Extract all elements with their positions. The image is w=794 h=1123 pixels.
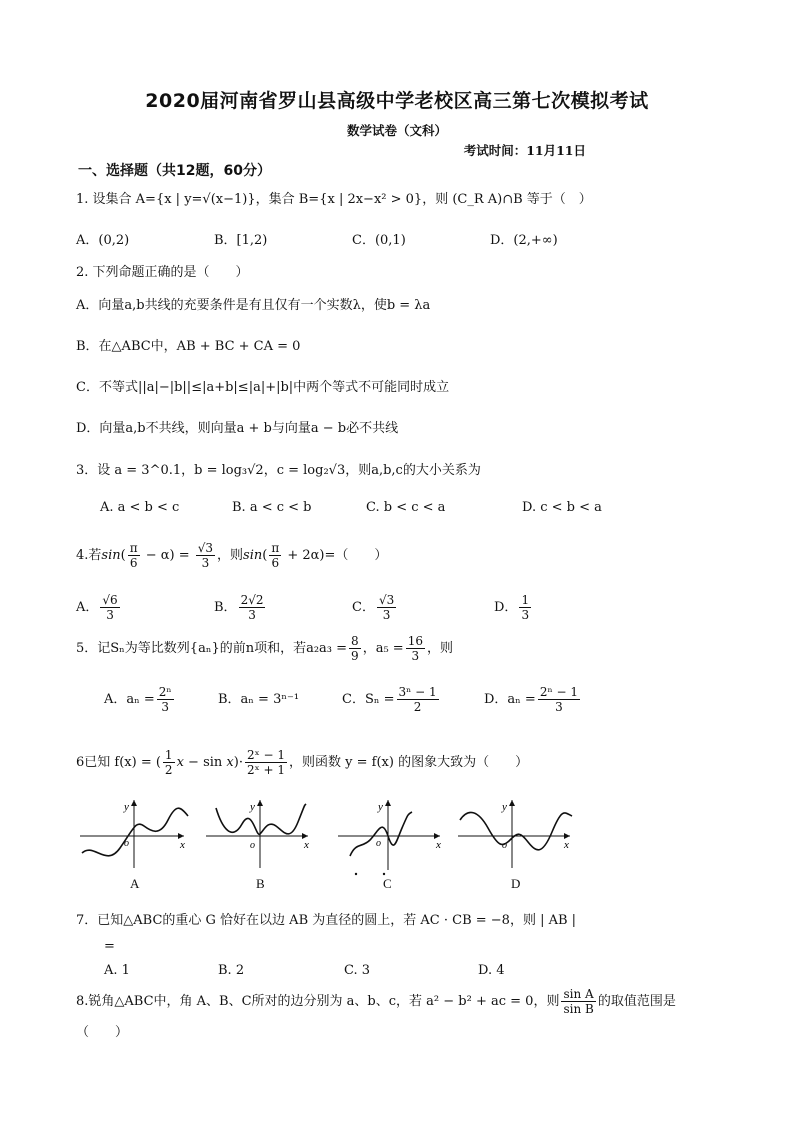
svg-text:x: x [304,839,309,851]
q1-option-c: C．(0,1) [352,233,406,248]
section-title: 一、选择题（共12题，60分） [78,163,271,179]
question-2-stem: 2. 下列命题正确的是（ ） [76,265,249,280]
q5-option-d: D．aₙ = $\frac{\text{2ⁿ − 1}}{3}$ [484,685,578,714]
q1-option-b: B．[1,2) [214,233,268,248]
q4-option-b: B． $\frac{2√2}{3}$ [214,593,264,622]
exam-subtitle: 数学试卷（文科） [346,123,447,138]
exam-time: 考试时间：11月11日 [463,143,586,158]
graph-a [80,798,190,870]
svg-text:x: x [564,839,569,851]
svg-text:o: o [502,840,507,851]
question-4-stem: 4.若sin( $\frac{\pi}{6}$ − α) = $\frac{√3}{3}$ ，则sin( $\frac{\pi}{6}$ + 2α)=（ ） [76,541,388,570]
question-1-stem: 1. 设集合 A={x | y=√(x−1)}，集合 B={x | 2x−x² > 0}，则 (C_R A)∩B 等于（ ） [76,192,592,207]
q5-option-b: B．aₙ = 3ⁿ⁻¹ [218,692,300,707]
q3-option-d: D. c < b < a [522,500,602,515]
question-6-stem: 6已知 f(x) = ( $\frac{1}{2}$ x − sin x)· $\frac{\text{2ˣ − 1}}{\text{2ˣ + 1}}$ ，则函数 y = f(x) 的图象大致为（ ） [76,748,529,777]
graph-c [338,798,446,878]
q4-option-d: D． $\frac{1}{3}$ [494,593,530,622]
q2-option-d: D．向量a,b不共线，则向量a + b与向量a − b必不共线 [76,421,399,436]
graph-d [458,798,576,870]
q7-option-a: A. 1 [104,963,130,978]
q7-option-d: D. 4 [478,963,505,978]
svg-text:y: y [502,801,507,813]
graph-label-c: C [383,876,392,891]
graph-b [206,798,314,870]
question-8-stem: 8.锐角△ABC中，角 A、B、C所对的边分别为 a、b、c，若 a² − b² + ac = 0，则 $\frac{\text{sin A}}{\text{sin B}}$ 的取值范围是 [76,987,676,1016]
question-7-cont: = [104,939,115,954]
q5-option-a: A．aₙ = $\frac{\text{2ⁿ}}{3}$ [104,685,172,714]
q7-option-c: C. 3 [344,963,371,978]
q2-option-c: C．不等式||a|−|b||≤|a+b|≤|a|+|b|中两个等式不可能同时成立 [76,380,450,395]
q3-option-c: C. b < c < a [366,500,446,515]
question-7-stem: 7．已知△ABC的重心 G 恰好在以边 AB 为直径的圆上，若 AC · CB = −8，则 | AB | [76,913,577,928]
svg-text:y: y [378,801,383,813]
question-8-cont: （ ） [76,1025,129,1040]
exam-title: 2020届河南省罗山县高级中学老校区高三第七次模拟考试 [145,90,649,112]
svg-text:x: x [436,839,441,851]
graph-label-d: D [511,876,521,891]
q7-option-b: B. 2 [218,963,245,978]
q4-option-c: C． $\frac{√3}{3}$ [352,593,395,622]
graph-label-b: B [256,876,265,891]
question-5-stem: 5．记Sₙ为等比数列{aₙ}的前n项和，若a₂a₃ = $\frac{8}{9}$ ，a₅ = $\frac{16}{3}$ ，则 [76,634,453,663]
question-3-stem: 3．设 a = 3^0.1，b = log₃√2，c = log₂√3，则a,b,c的大小关系为 [76,463,481,478]
svg-text:x: x [180,839,185,851]
q1-option-d: D．(2,+∞) [490,233,558,248]
svg-text:o: o [124,838,129,849]
q2-option-b: B．在△ABC中，AB + BC + CA = 0 [76,339,301,354]
q5-option-c: C．Sₙ = $\frac{\text{3ⁿ − 1}}{2}$ [342,685,437,714]
q2-option-a: A．向量a,b共线的充要条件是有且仅有一个实数λ，使b = λa [76,298,431,313]
q3-option-b: B. a < c < b [232,500,312,515]
graph-label-a: A [130,876,140,891]
svg-text:o: o [376,838,381,849]
svg-text:o: o [250,840,255,851]
q4-option-a: A． $\frac{√6}{3}$ [76,593,118,622]
q3-option-a: A. a < b < c [100,500,180,515]
q1-option-a: A．(0,2) [76,233,130,248]
svg-text:y: y [124,801,129,813]
svg-text:y: y [250,801,255,813]
